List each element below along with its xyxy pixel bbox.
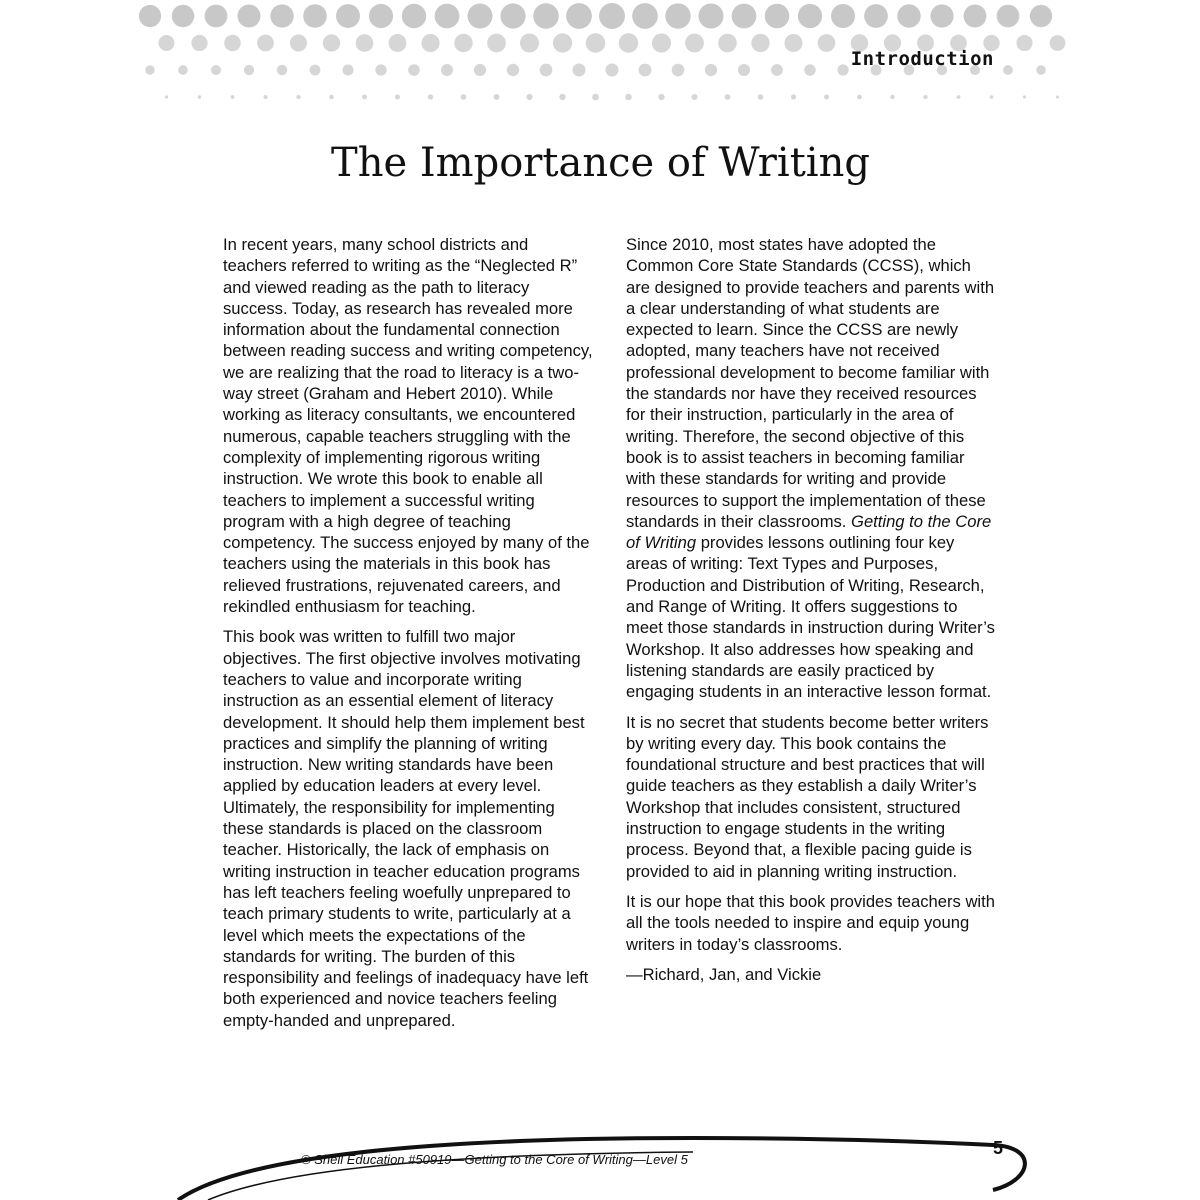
halftone-dot <box>145 65 154 74</box>
halftone-dot <box>198 95 201 98</box>
paragraph: In recent years, many school districts and teachers referred to writing as the “Neglected R” and viewed reading as the path to literacy success. Today, as research has revealed more information about the fundamental connection between reading success and writing competency, we are realizing that the road to literacy is a two-way street (Graham and Hebert 2010). While working as literacy consultants, we encountered numerous, capable teachers struggling with the complexity of implementing rigorous writing instruction. We wrote this book to enable all teachers to implement a successful writing program with a high degree of teaching competency. The success enjoyed by many of the teachers using the materials in this book has relieved frustrations, rejuvenated careers, and rekindled enthusiasm for teaching. <box>223 235 593 617</box>
halftone-dot <box>639 64 652 77</box>
halftone-dot <box>738 64 750 76</box>
halftone-dot <box>507 64 519 76</box>
halftone-dot <box>277 65 288 76</box>
halftone-dot <box>165 95 168 98</box>
halftone-dot <box>178 65 188 75</box>
halftone-dot <box>732 4 757 29</box>
halftone-dot <box>421 34 439 52</box>
halftone-dot <box>553 33 572 52</box>
halftone-dot <box>310 65 321 76</box>
halftone-dot <box>1003 65 1013 75</box>
halftone-dot <box>296 95 300 99</box>
document-page <box>133 0 1068 1200</box>
halftone-dot <box>698 3 723 28</box>
paragraph: It is no secret that students become better writers by writing every day. This book contains the foundational structure and best practices that will guide teachers as they establish a daily Writer’s Workshop that includes consistent, structured instruction to engage students in the writing process. Beyond that, a flexible pacing guide is provided to aid in planning writing instruction. <box>626 712 989 881</box>
right-column <box>626 234 998 994</box>
halftone-dot <box>487 34 506 53</box>
halftone-dot <box>718 34 737 53</box>
halftone-dot <box>270 4 293 27</box>
halftone-dot <box>494 94 500 100</box>
halftone-dot <box>428 94 433 99</box>
halftone-dot <box>336 4 360 28</box>
halftone-dot <box>408 64 420 76</box>
halftone-dot <box>751 34 769 52</box>
halftone-dot <box>619 33 638 52</box>
section-label: Introduction <box>850 48 994 70</box>
halftone-dot <box>791 94 796 99</box>
halftone-dot <box>1050 35 1066 51</box>
halftone-dot <box>1030 5 1052 27</box>
halftone-dot <box>211 65 221 75</box>
halftone-dot <box>771 64 783 76</box>
halftone-dot <box>559 94 565 100</box>
halftone-dot <box>441 64 453 76</box>
halftone-dot <box>586 33 606 53</box>
halftone-dot <box>705 64 717 76</box>
halftone-dot <box>454 34 472 52</box>
halftone-dot <box>652 33 671 52</box>
halftone-dot <box>474 64 486 76</box>
halftone-dot <box>824 95 829 100</box>
halftone-dot <box>375 64 386 75</box>
halftone-dot <box>691 94 697 100</box>
halftone-dot <box>290 34 307 51</box>
halftone-dot <box>520 34 539 53</box>
halftone-dot <box>533 3 559 29</box>
halftone-dot <box>500 3 525 28</box>
paragraph-text: Since 2010, most states have adopted the Common Core State Standards (CCSS), which are designed to provide teachers and parents with a clear understanding of what students are expected to learn. Since the CCSS are newly adopted, many teachers have not received professional development to become familiar with the standards nor have they received resources for their instruction, particularly in the area of writing. Therefore, the second objective of this book is to assist teachers in becoming familiar with these standards for writing and provide resources to support the implementation of these standards in their classrooms. <box>626 235 995 531</box>
halftone-dot <box>818 34 836 52</box>
halftone-dot <box>990 95 994 99</box>
halftone-dot <box>395 94 400 99</box>
halftone-dot <box>172 5 195 28</box>
halftone-dot <box>857 95 862 100</box>
halftone-dot <box>1056 95 1059 98</box>
book-title: Getting to the Core of Writing <box>626 511 992 553</box>
paragraph <box>626 234 998 703</box>
halftone-dot <box>468 4 493 29</box>
halftone-dot <box>540 64 553 77</box>
halftone-dot <box>224 35 241 52</box>
halftone-dot <box>356 34 374 52</box>
halftone-dot <box>930 4 953 27</box>
halftone-dot <box>672 64 685 77</box>
paragraph: It is our hope that this book provides teachers with all the tools needed to inspire and equip young writers in today’s classrooms. <box>626 891 995 954</box>
halftone-dot <box>923 95 927 99</box>
halftone-dot <box>362 95 367 100</box>
left-column <box>223 234 595 1040</box>
halftone-dot <box>599 3 625 29</box>
halftone-dot <box>205 5 228 28</box>
halftone-dot <box>658 94 664 100</box>
halftone-dot <box>159 35 175 51</box>
halftone-dot <box>605 63 618 76</box>
page-number: 5 <box>992 1138 1003 1158</box>
halftone-dot <box>685 34 704 53</box>
halftone-dot <box>191 35 207 51</box>
halftone-dot <box>329 95 334 100</box>
halftone-dot <box>890 95 894 99</box>
halftone-dot <box>625 94 632 101</box>
halftone-dot <box>244 65 254 75</box>
halftone-dot <box>964 5 987 28</box>
halftone-dot <box>758 94 763 99</box>
footer-credit: © Shell Education #50919—Getting to the Core of Writing—Level 5 <box>301 1152 688 1167</box>
halftone-dot <box>798 4 822 28</box>
halftone-dot <box>402 4 426 28</box>
halftone-dot <box>237 4 260 27</box>
footer-swoosh <box>133 1100 1068 1200</box>
halftone-dot <box>1016 35 1032 51</box>
halftone-dot <box>957 95 961 99</box>
halftone-dot <box>592 94 599 101</box>
halftone-dot <box>303 4 327 28</box>
halftone-dot <box>264 95 268 99</box>
halftone-dot <box>632 3 658 29</box>
halftone-dot <box>573 64 586 77</box>
paragraph: This book was written to fulfill two major objectives. The first objective involves motivating teachers to value and incorporate writing instruction as an essential element of literacy development. It should help them implement best practices and simplify the planning of writing instruction. New writing standards have been applied by education leaders at every level. Ultimately, the responsibility for implementing these standards is placed on the classroom teacher. Historically, the lack of emphasis on writing instruction in teacher education programs has left teachers feeling woefully unprepared to teach primary students to write, particularly at a level which meets the expectations of the standards for writing. The burden of this responsibility and feelings of inadequacy have left both experienced and novice teachers feeling empty-handed and unprepared. <box>223 627 589 1030</box>
halftone-dot <box>997 5 1020 28</box>
halftone-dot <box>784 34 802 52</box>
halftone-dot <box>526 94 532 100</box>
halftone-dot <box>1023 95 1026 98</box>
paragraph-text: provides lessons outlining four key areas of writing: Text Types and Purposes, Production and Distribution of Writing, Research, and Range of Writing. It offers suggestions to meet those standards in instruction during Writer’s Workshop. It also addresses how speaking and listening standards are easily practiced by engaging students in an interactive lesson format. <box>626 533 995 702</box>
halftone-dot <box>323 34 340 51</box>
halftone-dot <box>864 4 888 28</box>
halftone-dot <box>435 4 460 29</box>
halftone-dot <box>369 4 393 28</box>
halftone-dot <box>804 64 815 75</box>
author-signature: —Richard, Jan, and Vickie <box>626 964 822 984</box>
halftone-dot <box>139 5 161 27</box>
halftone-dot <box>837 64 848 75</box>
halftone-dot <box>389 34 407 52</box>
halftone-dot <box>461 94 467 100</box>
halftone-dot <box>725 94 731 100</box>
page-title: The Importance of Writing <box>331 140 870 186</box>
halftone-dot <box>665 3 690 28</box>
halftone-dot <box>257 35 274 52</box>
halftone-dot <box>765 4 790 29</box>
halftone-dot <box>831 4 855 28</box>
halftone-dot <box>342 64 353 75</box>
halftone-dot <box>897 4 920 27</box>
halftone-dot <box>231 95 235 99</box>
halftone-dot <box>1036 65 1046 75</box>
halftone-dot <box>566 3 592 29</box>
